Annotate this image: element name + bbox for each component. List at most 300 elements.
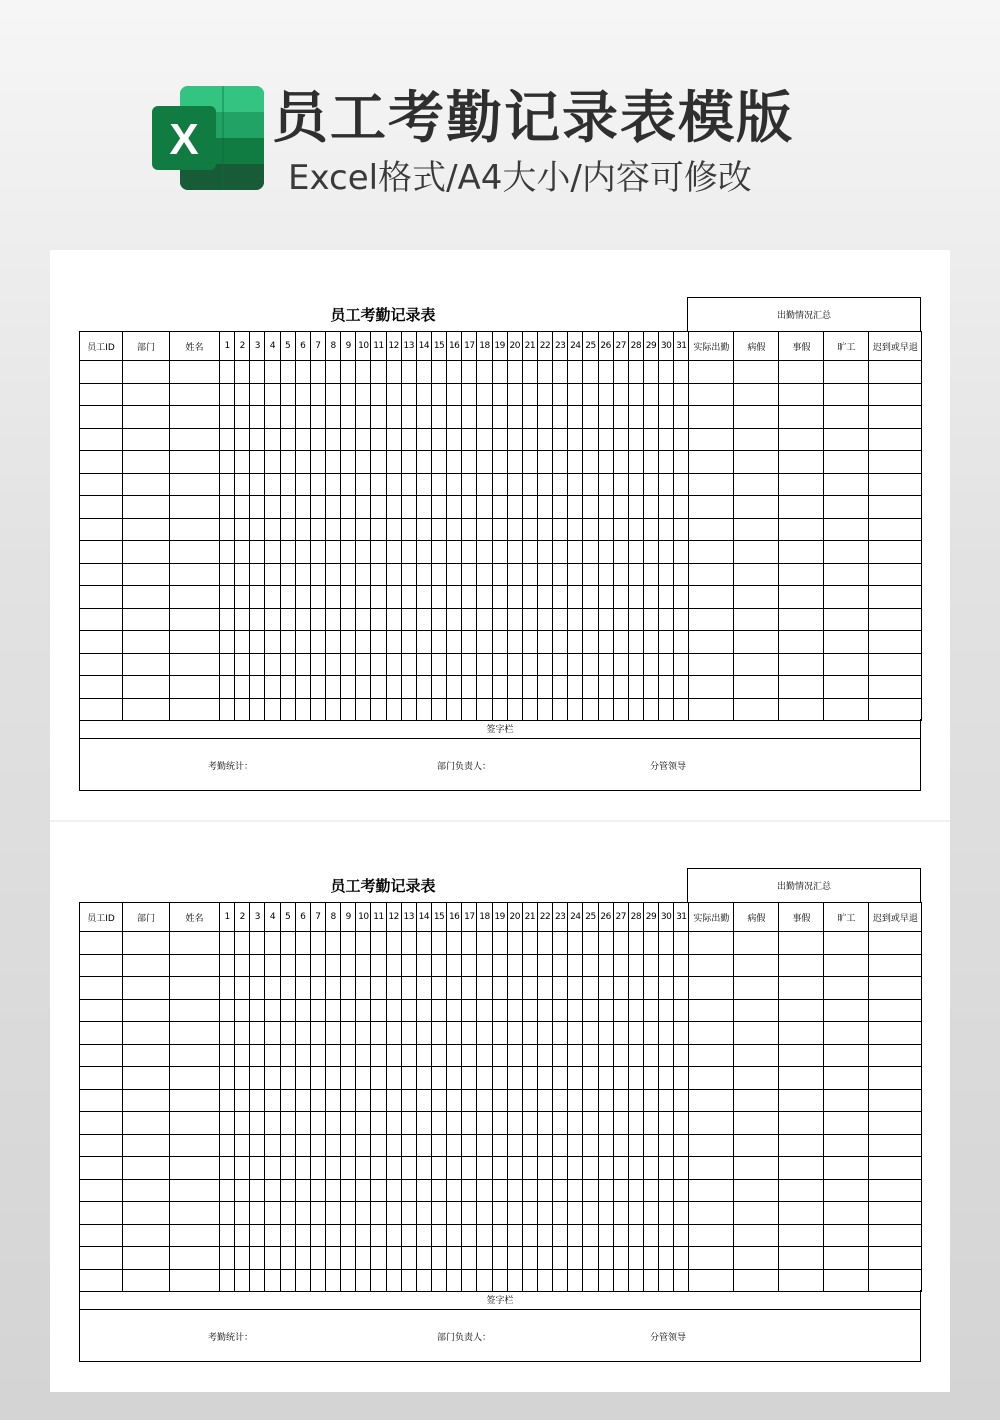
table-cell[interactable]	[356, 496, 371, 519]
table-cell[interactable]	[401, 541, 416, 564]
table-cell[interactable]	[310, 1089, 325, 1112]
table-cell[interactable]	[431, 932, 446, 955]
table-cell[interactable]	[401, 608, 416, 631]
table-cell[interactable]	[386, 1224, 401, 1247]
table-cell[interactable]	[220, 698, 235, 721]
table-cell[interactable]	[779, 608, 824, 631]
table-cell[interactable]	[341, 586, 356, 609]
table-cell[interactable]	[462, 473, 477, 496]
table-cell[interactable]	[598, 451, 613, 474]
table-cell[interactable]	[386, 1089, 401, 1112]
table-cell[interactable]	[356, 1202, 371, 1225]
table-cell[interactable]	[310, 698, 325, 721]
table-cell[interactable]	[431, 473, 446, 496]
table-cell[interactable]	[553, 1224, 568, 1247]
table-cell[interactable]	[734, 496, 779, 519]
table-cell[interactable]	[734, 1044, 779, 1067]
table-cell[interactable]	[824, 383, 869, 406]
table-cell[interactable]	[568, 1022, 583, 1045]
table-cell[interactable]	[462, 518, 477, 541]
table-cell[interactable]	[265, 977, 280, 1000]
table-cell[interactable]	[462, 1022, 477, 1045]
table-cell[interactable]	[659, 1134, 674, 1157]
table-cell[interactable]	[643, 428, 658, 451]
table-cell[interactable]	[356, 698, 371, 721]
table-cell[interactable]	[583, 932, 598, 955]
table-cell[interactable]	[401, 1044, 416, 1067]
table-cell[interactable]	[325, 496, 340, 519]
table-cell[interactable]	[431, 1224, 446, 1247]
table-cell[interactable]	[447, 954, 462, 977]
table-cell[interactable]	[447, 1157, 462, 1180]
table-cell[interactable]	[553, 1067, 568, 1090]
table-cell[interactable]	[628, 954, 643, 977]
table-cell[interactable]	[628, 406, 643, 429]
table-cell[interactable]	[356, 1089, 371, 1112]
table-cell[interactable]	[583, 586, 598, 609]
table-cell[interactable]	[477, 1089, 492, 1112]
table-cell[interactable]	[598, 406, 613, 429]
table-cell[interactable]	[598, 473, 613, 496]
table-cell[interactable]	[568, 653, 583, 676]
table-cell[interactable]	[643, 1157, 658, 1180]
table-cell[interactable]	[310, 653, 325, 676]
table-cell[interactable]	[643, 1112, 658, 1135]
table-cell[interactable]	[235, 1247, 250, 1270]
table-cell[interactable]	[280, 586, 295, 609]
table-cell[interactable]	[371, 541, 386, 564]
table-cell[interactable]	[325, 428, 340, 451]
table-cell[interactable]	[568, 1269, 583, 1292]
table-cell[interactable]	[341, 676, 356, 699]
table-cell[interactable]	[643, 1134, 658, 1157]
table-cell[interactable]	[280, 383, 295, 406]
table-cell[interactable]	[386, 676, 401, 699]
table-cell[interactable]	[356, 518, 371, 541]
table-cell[interactable]	[613, 631, 628, 654]
table-cell[interactable]	[386, 1134, 401, 1157]
table-cell[interactable]	[447, 496, 462, 519]
table-cell[interactable]	[779, 361, 824, 384]
table-cell[interactable]	[416, 1247, 431, 1270]
table-cell[interactable]	[80, 563, 123, 586]
table-cell[interactable]	[492, 631, 507, 654]
table-cell[interactable]	[295, 563, 310, 586]
table-cell[interactable]	[386, 1022, 401, 1045]
table-cell[interactable]	[492, 1022, 507, 1045]
table-cell[interactable]	[462, 608, 477, 631]
table-cell[interactable]	[522, 496, 537, 519]
table-cell[interactable]	[568, 1202, 583, 1225]
table-cell[interactable]	[280, 1089, 295, 1112]
table-cell[interactable]	[492, 1157, 507, 1180]
table-cell[interactable]	[235, 518, 250, 541]
table-cell[interactable]	[235, 586, 250, 609]
table-cell[interactable]	[869, 383, 922, 406]
table-cell[interactable]	[447, 383, 462, 406]
table-cell[interactable]	[250, 586, 265, 609]
table-cell[interactable]	[674, 473, 689, 496]
table-cell[interactable]	[371, 586, 386, 609]
table-cell[interactable]	[401, 451, 416, 474]
table-cell[interactable]	[522, 451, 537, 474]
table-cell[interactable]	[265, 586, 280, 609]
table-cell[interactable]	[568, 676, 583, 699]
table-cell[interactable]	[341, 932, 356, 955]
table-cell[interactable]	[643, 451, 658, 474]
table-cell[interactable]	[310, 473, 325, 496]
table-cell[interactable]	[431, 1022, 446, 1045]
table-cell[interactable]	[447, 406, 462, 429]
table-cell[interactable]	[325, 563, 340, 586]
table-cell[interactable]	[220, 428, 235, 451]
table-cell[interactable]	[598, 1067, 613, 1090]
table-cell[interactable]	[431, 1202, 446, 1225]
table-cell[interactable]	[824, 608, 869, 631]
table-cell[interactable]	[325, 1112, 340, 1135]
table-cell[interactable]	[80, 698, 123, 721]
table-cell[interactable]	[553, 1134, 568, 1157]
table-cell[interactable]	[280, 631, 295, 654]
table-cell[interactable]	[462, 1269, 477, 1292]
table-cell[interactable]	[869, 451, 922, 474]
table-cell[interactable]	[598, 631, 613, 654]
table-cell[interactable]	[220, 954, 235, 977]
table-cell[interactable]	[568, 954, 583, 977]
table-cell[interactable]	[250, 698, 265, 721]
table-cell[interactable]	[734, 361, 779, 384]
table-cell[interactable]	[537, 1157, 552, 1180]
table-cell[interactable]	[170, 563, 220, 586]
table-cell[interactable]	[447, 977, 462, 1000]
table-cell[interactable]	[371, 1202, 386, 1225]
table-cell[interactable]	[492, 1224, 507, 1247]
table-cell[interactable]	[220, 1202, 235, 1225]
table-cell[interactable]	[613, 383, 628, 406]
table-cell[interactable]	[280, 1247, 295, 1270]
table-cell[interactable]	[80, 451, 123, 474]
table-cell[interactable]	[869, 428, 922, 451]
table-cell[interactable]	[598, 1157, 613, 1180]
table-cell[interactable]	[598, 518, 613, 541]
table-cell[interactable]	[643, 1044, 658, 1067]
table-cell[interactable]	[295, 1089, 310, 1112]
table-cell[interactable]	[170, 1202, 220, 1225]
table-cell[interactable]	[522, 676, 537, 699]
table-cell[interactable]	[477, 361, 492, 384]
table-cell[interactable]	[674, 954, 689, 977]
table-cell[interactable]	[659, 1089, 674, 1112]
table-cell[interactable]	[537, 608, 552, 631]
table-cell[interactable]	[779, 932, 824, 955]
table-cell[interactable]	[462, 698, 477, 721]
table-cell[interactable]	[628, 1269, 643, 1292]
table-cell[interactable]	[447, 586, 462, 609]
table-cell[interactable]	[598, 1134, 613, 1157]
table-cell[interactable]	[643, 676, 658, 699]
table-cell[interactable]	[401, 496, 416, 519]
table-cell[interactable]	[674, 383, 689, 406]
table-cell[interactable]	[356, 999, 371, 1022]
table-cell[interactable]	[416, 383, 431, 406]
table-cell[interactable]	[416, 954, 431, 977]
table-cell[interactable]	[553, 541, 568, 564]
table-cell[interactable]	[462, 631, 477, 654]
table-cell[interactable]	[537, 563, 552, 586]
table-cell[interactable]	[123, 361, 170, 384]
table-cell[interactable]	[123, 1089, 170, 1112]
table-cell[interactable]	[462, 361, 477, 384]
table-cell[interactable]	[356, 1044, 371, 1067]
table-cell[interactable]	[583, 1134, 598, 1157]
table-cell[interactable]	[280, 1224, 295, 1247]
table-cell[interactable]	[477, 608, 492, 631]
table-cell[interactable]	[568, 1044, 583, 1067]
table-cell[interactable]	[310, 541, 325, 564]
table-cell[interactable]	[628, 541, 643, 564]
table-cell[interactable]	[295, 1224, 310, 1247]
table-cell[interactable]	[371, 473, 386, 496]
table-cell[interactable]	[235, 1179, 250, 1202]
table-cell[interactable]	[869, 1224, 922, 1247]
table-cell[interactable]	[477, 428, 492, 451]
table-cell[interactable]	[628, 473, 643, 496]
table-cell[interactable]	[643, 496, 658, 519]
table-cell[interactable]	[674, 406, 689, 429]
table-cell[interactable]	[431, 1044, 446, 1067]
table-cell[interactable]	[628, 676, 643, 699]
table-cell[interactable]	[431, 361, 446, 384]
table-cell[interactable]	[824, 406, 869, 429]
table-cell[interactable]	[553, 954, 568, 977]
table-cell[interactable]	[250, 428, 265, 451]
table-cell[interactable]	[416, 541, 431, 564]
table-cell[interactable]	[401, 361, 416, 384]
table-cell[interactable]	[280, 932, 295, 955]
table-cell[interactable]	[643, 563, 658, 586]
table-cell[interactable]	[613, 1224, 628, 1247]
table-cell[interactable]	[170, 676, 220, 699]
table-cell[interactable]	[170, 1112, 220, 1135]
table-cell[interactable]	[431, 631, 446, 654]
table-cell[interactable]	[583, 541, 598, 564]
table-cell[interactable]	[123, 608, 170, 631]
table-cell[interactable]	[522, 999, 537, 1022]
table-cell[interactable]	[643, 1067, 658, 1090]
table-cell[interactable]	[310, 428, 325, 451]
table-cell[interactable]	[416, 1269, 431, 1292]
table-cell[interactable]	[674, 1112, 689, 1135]
table-cell[interactable]	[824, 676, 869, 699]
table-cell[interactable]	[250, 1179, 265, 1202]
table-cell[interactable]	[462, 1224, 477, 1247]
table-cell[interactable]	[220, 999, 235, 1022]
table-cell[interactable]	[674, 541, 689, 564]
table-cell[interactable]	[265, 698, 280, 721]
table-cell[interactable]	[80, 1067, 123, 1090]
table-cell[interactable]	[674, 1202, 689, 1225]
table-cell[interactable]	[659, 977, 674, 1000]
table-cell[interactable]	[613, 518, 628, 541]
table-cell[interactable]	[659, 999, 674, 1022]
table-cell[interactable]	[265, 1179, 280, 1202]
table-cell[interactable]	[734, 1067, 779, 1090]
table-cell[interactable]	[568, 631, 583, 654]
table-cell[interactable]	[553, 1202, 568, 1225]
table-cell[interactable]	[265, 1089, 280, 1112]
table-cell[interactable]	[643, 473, 658, 496]
table-cell[interactable]	[553, 1044, 568, 1067]
table-cell[interactable]	[123, 1179, 170, 1202]
table-cell[interactable]	[568, 698, 583, 721]
table-cell[interactable]	[280, 1269, 295, 1292]
table-cell[interactable]	[674, 1067, 689, 1090]
table-cell[interactable]	[220, 1224, 235, 1247]
table-cell[interactable]	[643, 1269, 658, 1292]
table-cell[interactable]	[386, 1112, 401, 1135]
table-cell[interactable]	[689, 563, 734, 586]
table-cell[interactable]	[416, 977, 431, 1000]
table-cell[interactable]	[507, 1067, 522, 1090]
table-cell[interactable]	[659, 698, 674, 721]
table-cell[interactable]	[431, 999, 446, 1022]
table-cell[interactable]	[779, 1157, 824, 1180]
table-cell[interactable]	[659, 676, 674, 699]
table-cell[interactable]	[280, 518, 295, 541]
table-cell[interactable]	[356, 383, 371, 406]
table-cell[interactable]	[170, 999, 220, 1022]
table-cell[interactable]	[386, 473, 401, 496]
table-cell[interactable]	[371, 496, 386, 519]
table-cell[interactable]	[689, 608, 734, 631]
table-cell[interactable]	[431, 541, 446, 564]
table-cell[interactable]	[325, 1247, 340, 1270]
table-cell[interactable]	[507, 383, 522, 406]
table-cell[interactable]	[447, 1112, 462, 1135]
table-cell[interactable]	[659, 563, 674, 586]
table-cell[interactable]	[447, 361, 462, 384]
table-cell[interactable]	[170, 631, 220, 654]
table-cell[interactable]	[869, 518, 922, 541]
table-cell[interactable]	[235, 1067, 250, 1090]
table-cell[interactable]	[869, 1089, 922, 1112]
table-cell[interactable]	[416, 1067, 431, 1090]
table-cell[interactable]	[235, 541, 250, 564]
table-cell[interactable]	[235, 608, 250, 631]
table-cell[interactable]	[779, 1089, 824, 1112]
table-cell[interactable]	[220, 586, 235, 609]
table-cell[interactable]	[356, 1112, 371, 1135]
table-cell[interactable]	[659, 473, 674, 496]
table-cell[interactable]	[643, 954, 658, 977]
table-cell[interactable]	[674, 977, 689, 1000]
table-cell[interactable]	[310, 1157, 325, 1180]
table-cell[interactable]	[386, 518, 401, 541]
table-cell[interactable]	[477, 999, 492, 1022]
table-cell[interactable]	[170, 473, 220, 496]
table-cell[interactable]	[598, 1269, 613, 1292]
table-cell[interactable]	[325, 541, 340, 564]
table-cell[interactable]	[507, 608, 522, 631]
table-cell[interactable]	[386, 451, 401, 474]
table-cell[interactable]	[492, 361, 507, 384]
table-cell[interactable]	[643, 1179, 658, 1202]
table-cell[interactable]	[123, 932, 170, 955]
table-cell[interactable]	[401, 1089, 416, 1112]
table-cell[interactable]	[170, 428, 220, 451]
table-cell[interactable]	[80, 1112, 123, 1135]
table-cell[interactable]	[341, 1134, 356, 1157]
table-cell[interactable]	[689, 541, 734, 564]
table-cell[interactable]	[431, 586, 446, 609]
table-cell[interactable]	[250, 977, 265, 1000]
table-cell[interactable]	[869, 1112, 922, 1135]
table-cell[interactable]	[553, 361, 568, 384]
table-cell[interactable]	[477, 541, 492, 564]
table-cell[interactable]	[537, 1134, 552, 1157]
table-cell[interactable]	[583, 608, 598, 631]
table-cell[interactable]	[401, 631, 416, 654]
table-cell[interactable]	[447, 608, 462, 631]
table-cell[interactable]	[371, 406, 386, 429]
table-cell[interactable]	[386, 1247, 401, 1270]
table-cell[interactable]	[869, 653, 922, 676]
table-cell[interactable]	[325, 1044, 340, 1067]
table-cell[interactable]	[386, 698, 401, 721]
table-cell[interactable]	[507, 563, 522, 586]
table-cell[interactable]	[869, 1067, 922, 1090]
table-cell[interactable]	[674, 1247, 689, 1270]
table-cell[interactable]	[220, 1179, 235, 1202]
table-cell[interactable]	[869, 541, 922, 564]
table-cell[interactable]	[613, 1247, 628, 1270]
table-cell[interactable]	[628, 1247, 643, 1270]
table-cell[interactable]	[674, 608, 689, 631]
table-cell[interactable]	[628, 1089, 643, 1112]
table-cell[interactable]	[295, 496, 310, 519]
table-cell[interactable]	[583, 631, 598, 654]
table-cell[interactable]	[507, 428, 522, 451]
table-cell[interactable]	[431, 563, 446, 586]
table-cell[interactable]	[689, 954, 734, 977]
table-cell[interactable]	[280, 1067, 295, 1090]
table-cell[interactable]	[643, 541, 658, 564]
table-cell[interactable]	[689, 1179, 734, 1202]
table-cell[interactable]	[265, 1247, 280, 1270]
table-cell[interactable]	[341, 361, 356, 384]
table-cell[interactable]	[583, 473, 598, 496]
table-cell[interactable]	[598, 1202, 613, 1225]
table-cell[interactable]	[341, 631, 356, 654]
table-cell[interactable]	[492, 1202, 507, 1225]
table-cell[interactable]	[401, 586, 416, 609]
table-cell[interactable]	[824, 954, 869, 977]
table-cell[interactable]	[583, 1112, 598, 1135]
table-cell[interactable]	[123, 451, 170, 474]
table-cell[interactable]	[220, 1089, 235, 1112]
table-cell[interactable]	[613, 428, 628, 451]
table-cell[interactable]	[507, 1134, 522, 1157]
table-cell[interactable]	[824, 586, 869, 609]
table-cell[interactable]	[220, 1247, 235, 1270]
table-cell[interactable]	[295, 383, 310, 406]
table-cell[interactable]	[310, 451, 325, 474]
table-cell[interactable]	[170, 518, 220, 541]
table-cell[interactable]	[170, 954, 220, 977]
table-cell[interactable]	[674, 496, 689, 519]
table-cell[interactable]	[674, 631, 689, 654]
table-cell[interactable]	[371, 608, 386, 631]
